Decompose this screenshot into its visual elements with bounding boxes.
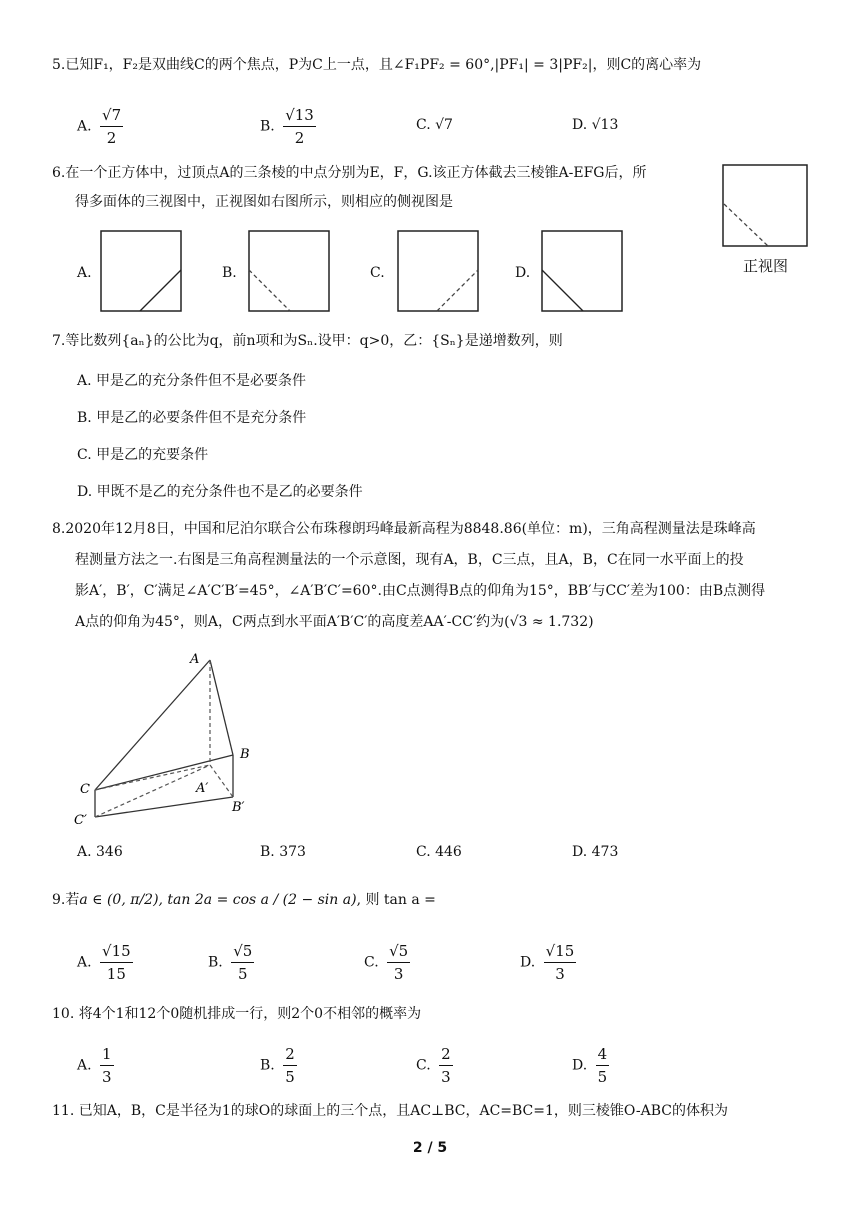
q8-option-a: A. 346 bbox=[77, 844, 123, 860]
q8-option-c: C. 446 bbox=[416, 844, 462, 860]
q9-option-d: D. $\frac{√15}{3}$ bbox=[520, 942, 575, 983]
q6-option-a-figure bbox=[100, 230, 184, 314]
q10-option-d: D. $\frac{4}{5}$ bbox=[572, 1045, 608, 1086]
q7-option-c: C. 甲是乙的充要条件 bbox=[77, 447, 209, 463]
q11-stem: 11. 已知A，B，C是半径为1的球O的球面上的三个点，且AC⊥BC，AC=BC=1，则三棱锥O-ABC的体积为 bbox=[52, 1103, 728, 1119]
q10-option-a: A. $\frac{1}{3}$ bbox=[77, 1045, 112, 1086]
q6-option-d-figure bbox=[541, 230, 625, 314]
q9-condition: a ∈ (0, π/2), tan 2a = cos a / (2 − sin a) bbox=[79, 892, 357, 908]
q6-option-c-label: C. bbox=[370, 265, 385, 281]
q8-stem-line1: 8.2020年12月8日，中国和尼泊尔联合公布珠穆朗玛峰最新高程为8848.86(单位：m)，三角高程测量法是珠峰高 bbox=[52, 521, 756, 537]
q7-option-b: B. 甲是乙的必要条件但不是充分条件 bbox=[77, 410, 307, 426]
q5-option-c: C. √7 bbox=[416, 117, 453, 133]
q9-option-a: A. $\frac{√15}{15}$ bbox=[77, 942, 131, 983]
q8-stem-line4: A点的仰角为45°，则A，C两点到水平面A′B′C′的高度差AA′-CC′约为(√3 ≈ 1.732) bbox=[75, 614, 594, 630]
q5-stem: 5.已知F₁，F₂是双曲线C的两个焦点，P为C上一点，且∠F₁PF₂ = 60°,|PF₁| = 3|PF₂|，则C的离心率为 bbox=[52, 57, 702, 73]
q5-option-a: A. $\frac{√7}{2}$ bbox=[77, 106, 122, 147]
q8-stem-line3: 影A′，B′，C′满足∠A′C′B′=45°，∠A′B′C′=60°.由C点测得B点的仰角为15°，BB′与CC′差为100：由B点测得 bbox=[75, 583, 766, 599]
q8-option-d: D. 473 bbox=[572, 844, 619, 860]
label-b: B bbox=[240, 747, 250, 762]
q6-option-b-label: B. bbox=[222, 265, 237, 281]
q9-option-c: C. $\frac{√5}{3}$ bbox=[364, 942, 409, 983]
q8-stem-line2: 程测量方法之一.右图是三角高程测量法的一个示意图，现有A，B，C三点，且A，B，C在同一水平面上的投 bbox=[75, 552, 744, 568]
q7-option-a: A. 甲是乙的充分条件但不是必要条件 bbox=[77, 373, 307, 389]
label-c-prime: C′ bbox=[74, 813, 87, 828]
q10-stem: 10. 将4个1和12个0随机排成一行，则2个0不相邻的概率为 bbox=[52, 1006, 422, 1022]
q5-option-d: D. √13 bbox=[572, 117, 619, 133]
q10-option-c: C. $\frac{2}{3}$ bbox=[416, 1045, 451, 1086]
q6-stem-line1: 6.在一个正方体中，过顶点A的三条棱的中点分别为E，F，G.该正方体截去三棱锥A-EFG后，所 bbox=[52, 165, 647, 181]
q7-option-d: D. 甲既不是乙的充分条件也不是乙的必要条件 bbox=[77, 484, 363, 500]
label-c: C bbox=[80, 782, 90, 797]
label-a-prime: A′ bbox=[196, 781, 209, 796]
q9-stem: 9.若a ∈ (0, π/2), tan 2a = cos a / (2 − sin a), 则 tan a = bbox=[52, 892, 436, 908]
q7-stem: 7.等比数列{aₙ}的公比为q，前n项和为Sₙ.设甲：q>0，乙：{Sₙ}是递增数列，则 bbox=[52, 333, 563, 349]
q6-option-d-label: D. bbox=[515, 265, 531, 281]
q6-option-c-figure bbox=[397, 230, 481, 314]
q8-option-b: B. 373 bbox=[260, 844, 306, 860]
label-b-prime: B′ bbox=[232, 800, 245, 815]
front-view-caption: 正视图 bbox=[743, 257, 789, 275]
q6-option-a-label: A. bbox=[77, 265, 92, 281]
front-view-figure bbox=[722, 164, 810, 250]
page-number: 2 / 5 bbox=[412, 1140, 448, 1156]
q9-option-b: B. $\frac{√5}{5}$ bbox=[208, 942, 253, 983]
q5-option-b: B. $\frac{√13}{2}$ bbox=[260, 106, 314, 147]
label-a: A bbox=[190, 652, 200, 667]
q8-triangulation-figure bbox=[70, 645, 260, 835]
q10-option-b: B. $\frac{2}{5}$ bbox=[260, 1045, 295, 1086]
q6-stem-line2: 得多面体的三视图中，正视图如右图所示，则相应的侧视图是 bbox=[75, 194, 453, 210]
q6-option-b-figure bbox=[248, 230, 332, 314]
